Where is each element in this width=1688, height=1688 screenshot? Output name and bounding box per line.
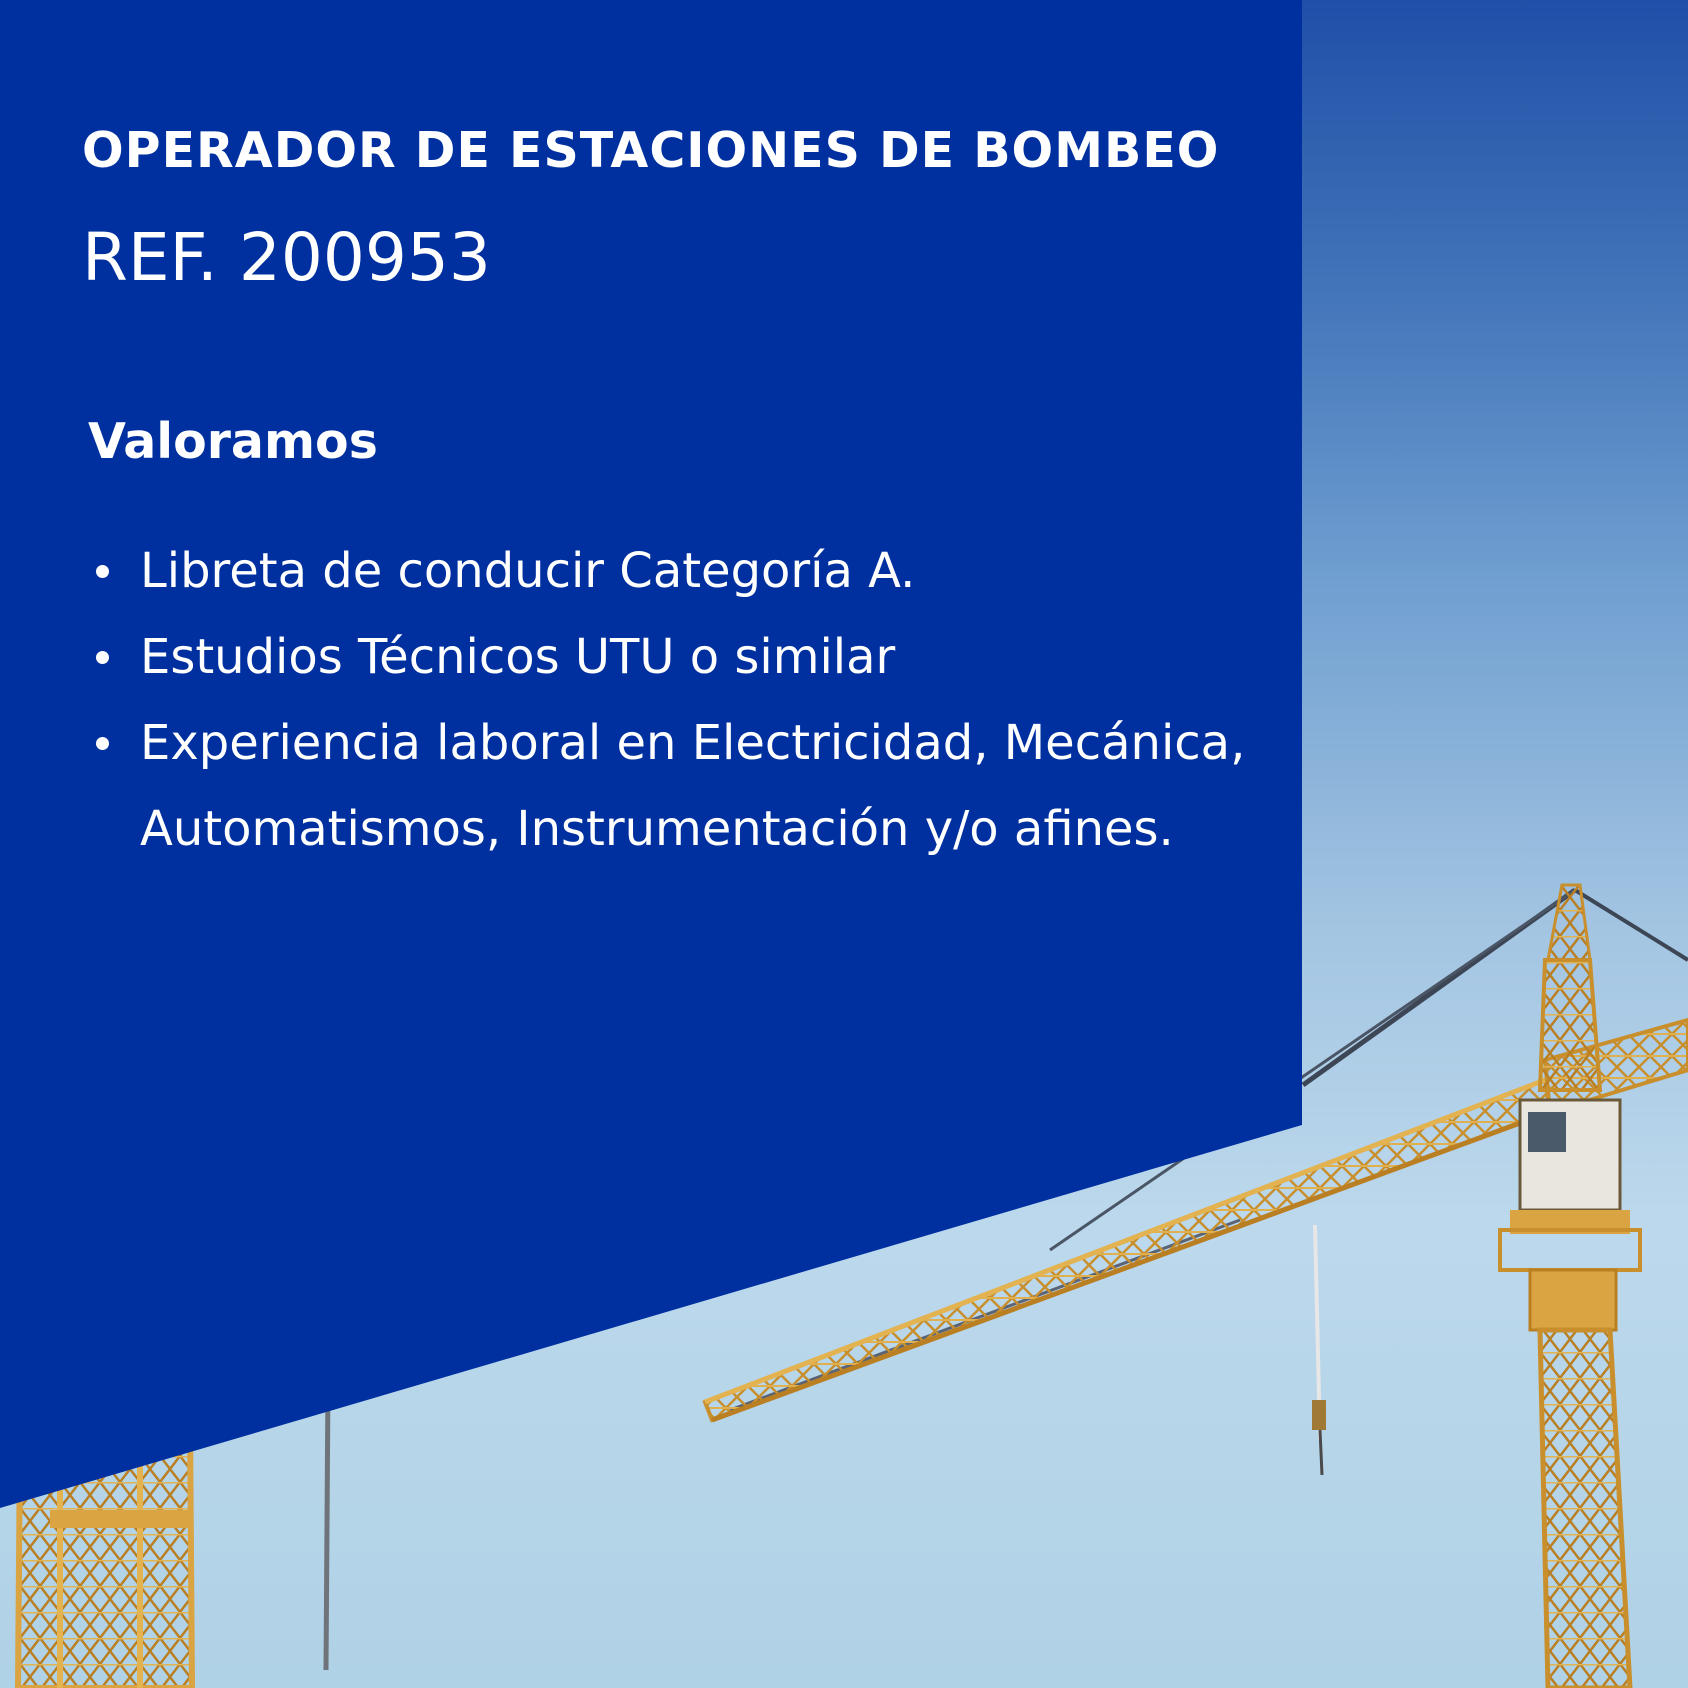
- list-item-text: Estudios Técnicos UTU o similar: [140, 629, 896, 685]
- list-item: [92, 614, 1292, 700]
- bullet-icon: [96, 651, 109, 664]
- section-heading: Valoramos: [88, 413, 378, 470]
- job-title: OPERADOR DE ESTACIONES DE BOMBEO: [82, 122, 1220, 179]
- job-reference: REF. 200953: [82, 219, 491, 296]
- list-item-text: Libreta de conducir Categoría A.: [140, 543, 916, 599]
- list-item-text: Experiencia laboral en Electricidad, Mecánica, Automatismos, Instrumentación y/o afines.: [140, 715, 1246, 857]
- bullet-icon: [96, 737, 109, 750]
- requirements-list: [92, 528, 1292, 872]
- bullet-icon: [96, 565, 109, 578]
- list-item: [92, 528, 1292, 614]
- list-item: [92, 700, 1292, 872]
